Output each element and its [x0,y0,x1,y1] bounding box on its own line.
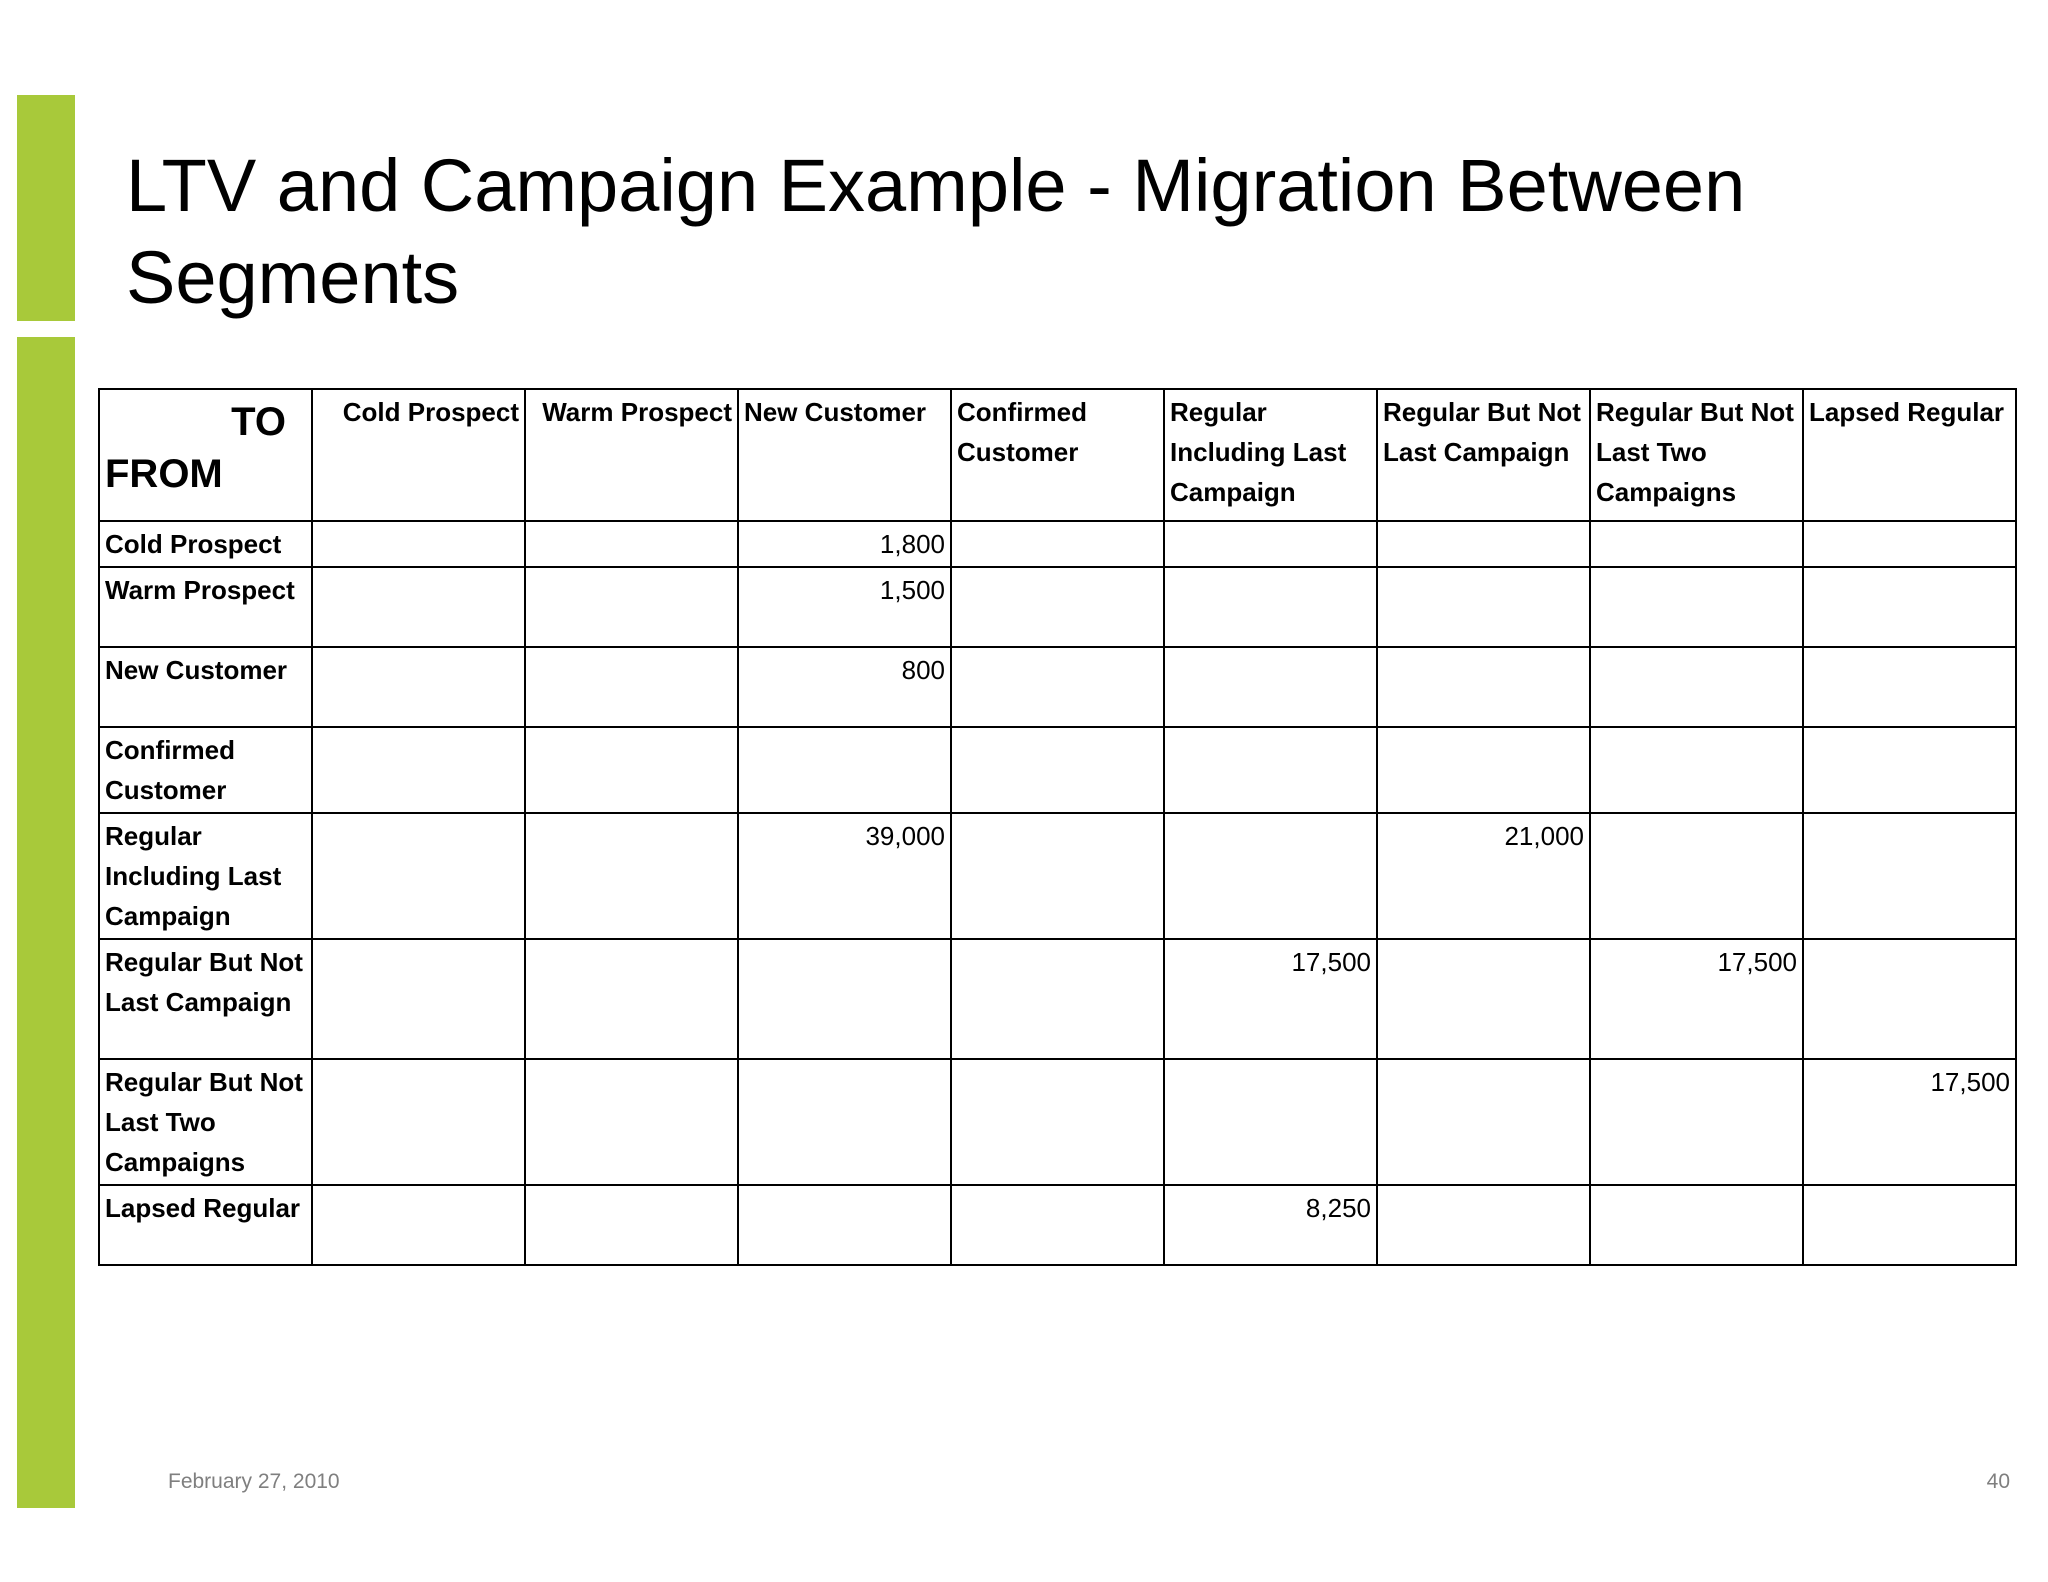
table-cell [525,1059,738,1185]
column-header: Cold Prospect [312,389,525,521]
page-number: 40 [1986,1470,2010,1493]
table-cell [312,939,525,1059]
table-cell [1803,727,2016,813]
row-header: Cold Prospect [99,521,312,567]
table-cell [1803,567,2016,647]
footer-date: February 27, 2010 [168,1470,340,1493]
row-header: Regular Including Last Campaign [99,813,312,939]
table-cell [1164,813,1377,939]
table-cell [1590,521,1803,567]
table-cell [951,521,1164,567]
table-cell [312,727,525,813]
column-header: Regular But Not Last Two Campaigns [1590,389,1803,521]
table-cell: 1,500 [738,567,951,647]
table-cell [1164,1059,1377,1185]
row-header: Regular But Not Last Campaign [99,939,312,1059]
table-cell: 17,500 [1803,1059,2016,1185]
table-cell [738,1059,951,1185]
table-cell: 21,000 [1377,813,1590,939]
table-cell [525,567,738,647]
column-header: Lapsed Regular [1803,389,2016,521]
table-cell: 1,800 [738,521,951,567]
table-cell [525,939,738,1059]
column-header: Regular But Not Last Campaign [1377,389,1590,521]
table-cell [525,1185,738,1265]
table-row [99,647,2016,727]
table-row [99,727,2016,813]
table-row [99,567,2016,647]
table-cell [951,1059,1164,1185]
row-header: New Customer [99,647,312,727]
table-cell [1377,521,1590,567]
table-cell [525,647,738,727]
accent-bar-top [17,95,75,321]
column-header: Confirmed Customer [951,389,1164,521]
table-cell [738,939,951,1059]
table-cell [1164,647,1377,727]
table-cell [1803,521,2016,567]
table-cell: 39,000 [738,813,951,939]
row-header: Confirmed Customer [99,727,312,813]
table-row [99,939,2016,1059]
corner-to-label: TO [231,400,286,444]
table-cell [951,727,1164,813]
table-cell [1590,647,1803,727]
table-cell [1164,521,1377,567]
slide-title: LTV and Campaign Example - Migration Between Segments [126,144,1746,319]
header-row [99,389,2016,521]
column-header: Warm Prospect [525,389,738,521]
table-cell [312,521,525,567]
table-cell [312,1059,525,1185]
table-cell [1377,1185,1590,1265]
table-cell [1590,1059,1803,1185]
table-cell [525,521,738,567]
table-cell [1377,1059,1590,1185]
migration-table [98,388,2017,1266]
table-cell [1164,727,1377,813]
table-row [99,521,2016,567]
corner-cell [99,389,312,521]
table-cell [1803,813,2016,939]
table-cell [738,727,951,813]
table-cell [525,813,738,939]
table-cell [1590,813,1803,939]
accent-bar-bottom [17,337,75,1508]
table-cell [1164,567,1377,647]
table-row [99,813,2016,939]
row-header: Regular But Not Last Two Campaigns [99,1059,312,1185]
table-cell [1377,939,1590,1059]
table-cell [1377,567,1590,647]
table-cell [525,727,738,813]
row-header: Warm Prospect [99,567,312,647]
table-row [99,1059,2016,1185]
table-cell [738,1185,951,1265]
table-cell [312,567,525,647]
table-cell [1803,1185,2016,1265]
table-cell [951,813,1164,939]
table-row [99,1185,2016,1265]
table-cell [951,567,1164,647]
column-header: New Customer [738,389,951,521]
table-cell: 17,500 [1590,939,1803,1059]
table-cell [951,939,1164,1059]
column-header: Regular Including Last Campaign [1164,389,1377,521]
table-cell [1377,647,1590,727]
table-cell [1590,727,1803,813]
table-cell [951,647,1164,727]
table-cell [1803,939,2016,1059]
table-cell: 8,250 [1164,1185,1377,1265]
corner-from-label: FROM [105,452,223,496]
table-cell: 800 [738,647,951,727]
table-cell [1590,1185,1803,1265]
row-header: Lapsed Regular [99,1185,312,1265]
table-cell [312,813,525,939]
table-cell [951,1185,1164,1265]
table-cell [1590,567,1803,647]
table-cell [1803,647,2016,727]
table-cell [312,1185,525,1265]
table-cell [312,647,525,727]
table-cell [1377,727,1590,813]
table-cell: 17,500 [1164,939,1377,1059]
